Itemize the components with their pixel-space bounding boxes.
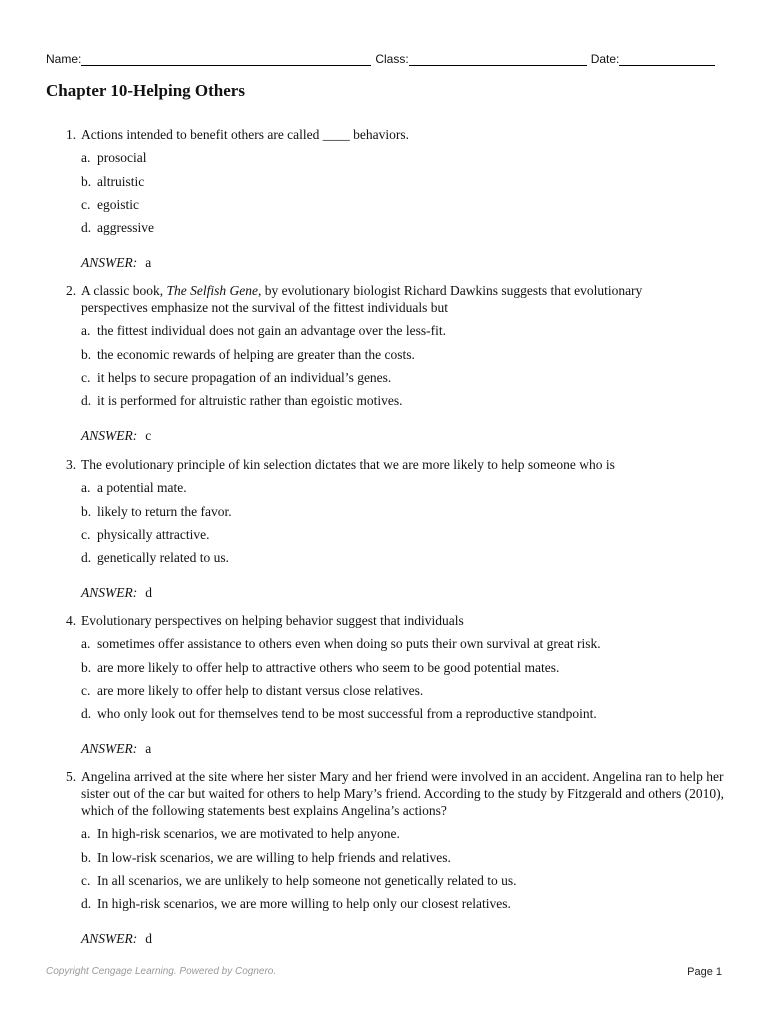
- question-stem: Actions intended to benefit others are called ____ behaviors.: [81, 127, 410, 142]
- option-b: [81, 496, 666, 519]
- option-c: [81, 363, 666, 386]
- page-number: Page 1: [687, 966, 722, 978]
- question-stem: The evolutionary principle of kin selection dictates that we are more likely to help someone who is: [81, 457, 615, 472]
- name-label: Name:: [46, 52, 82, 66]
- answer-line: [81, 254, 666, 271]
- option-letter: a.: [81, 826, 91, 842]
- option-letter: c.: [81, 872, 91, 888]
- option-letter: b.: [81, 849, 92, 865]
- question-1: [66, 126, 666, 271]
- answer-label: ANSWER:: [81, 741, 138, 757]
- option-letter: d.: [81, 220, 92, 236]
- question-stem: Angelina arrived at the site where her sister Mary and her friend were involved in an accident. Angelina ran to help her sister out of the car but waited for others to help Mary’s friend. According to the study by Fitzgerald and others (2010), which of the following statements best explains Angelina’s actions?: [81, 769, 724, 818]
- question-number: 3.: [66, 457, 77, 472]
- option-c: [81, 190, 666, 213]
- option-letter: b.: [81, 346, 92, 362]
- option-letter: c.: [81, 196, 91, 212]
- option-text: a potential mate.: [97, 480, 187, 496]
- option-text: aggressive: [97, 220, 154, 236]
- answer-line: [81, 740, 666, 757]
- option-letter: c.: [81, 682, 91, 698]
- name-field[interactable]: [81, 51, 371, 66]
- answer-value: d: [145, 931, 152, 947]
- question-5: [66, 768, 726, 947]
- option-letter: c.: [81, 369, 91, 385]
- answer-line: [81, 584, 666, 601]
- option-d: [81, 386, 666, 409]
- option-b: [81, 652, 666, 675]
- option-text: who only look out for themselves tend to be most successful from a reproductive standpoint.: [97, 706, 597, 722]
- option-a: [81, 819, 726, 842]
- option-letter: b.: [81, 503, 92, 519]
- option-text: In high-risk scenarios, we are more willing to help only our closest relatives.: [97, 896, 511, 912]
- option-a: [81, 316, 666, 339]
- class-label: Class:: [375, 52, 409, 66]
- question-4: [66, 612, 666, 757]
- answer-label: ANSWER:: [81, 255, 138, 271]
- option-text: altruistic: [97, 173, 145, 189]
- class-field[interactable]: [409, 51, 587, 66]
- option-text: In high-risk scenarios, we are motivated to help anyone.: [97, 826, 400, 842]
- question-stem: Evolutionary perspectives on helping behavior suggest that individuals: [81, 613, 464, 628]
- option-d: [81, 699, 666, 722]
- answer-value: a: [145, 741, 152, 757]
- option-letter: a.: [81, 323, 91, 339]
- student-info-header: [46, 46, 722, 66]
- option-text: it helps to secure propagation of an individual’s genes.: [97, 369, 392, 385]
- option-c: [81, 866, 726, 889]
- option-text: are more likely to offer help to distant versus close relatives.: [97, 682, 424, 698]
- option-d: [81, 213, 666, 236]
- option-a: [81, 143, 666, 166]
- question-stem: A classic book, The Selfish Gene, by evolutionary biologist Richard Dawkins suggests that evolutionary perspectives emphasize not the survival of the fittest individuals but: [81, 283, 643, 315]
- option-text: In all scenarios, we are unlikely to help someone not genetically related to us.: [97, 872, 517, 888]
- date-label: Date:: [590, 52, 620, 66]
- option-letter: d.: [81, 706, 92, 722]
- question-number: 2.: [66, 283, 77, 298]
- question-3: [66, 456, 666, 601]
- answer-label: ANSWER:: [81, 428, 138, 444]
- option-text: likely to return the favor.: [97, 503, 232, 519]
- option-text: are more likely to offer help to attractive others who seem to be good potential mates.: [97, 659, 560, 675]
- option-c: [81, 520, 666, 543]
- option-a: [81, 629, 666, 652]
- option-text: prosocial: [97, 150, 147, 166]
- option-text: the fittest individual does not gain an advantage over the less-fit.: [97, 323, 447, 339]
- option-text: sometimes offer assistance to others even when doing so puts their own survival at great risk.: [97, 636, 601, 652]
- option-letter: d.: [81, 393, 92, 409]
- option-letter: c.: [81, 526, 91, 542]
- option-text: the economic rewards of helping are greater than the costs.: [97, 346, 415, 362]
- option-d: [81, 543, 666, 566]
- answer-value: c: [145, 428, 152, 444]
- question-number: 4.: [66, 613, 77, 628]
- option-letter: b.: [81, 659, 92, 675]
- question-2: [66, 282, 666, 444]
- option-text: physically attractive.: [97, 526, 210, 542]
- option-letter: a.: [81, 480, 91, 496]
- chapter-title: Chapter 10-Helping Others: [46, 81, 245, 100]
- copyright-footer: Copyright Cengage Learning. Powered by Cognero.: [46, 966, 277, 977]
- date-field[interactable]: [619, 51, 715, 66]
- question-number: 1.: [66, 127, 77, 142]
- option-text: genetically related to us.: [97, 550, 229, 566]
- answer-value: a: [145, 255, 152, 271]
- option-b: [81, 339, 666, 362]
- option-a: [81, 473, 666, 496]
- option-letter: d.: [81, 550, 92, 566]
- option-text: egoistic: [97, 196, 139, 212]
- answer-line: [81, 427, 666, 444]
- option-b: [81, 166, 666, 189]
- option-text: it is performed for altruistic rather than egoistic motives.: [97, 393, 403, 409]
- option-letter: a.: [81, 150, 91, 166]
- answer-label: ANSWER:: [81, 931, 138, 947]
- option-text: In low-risk scenarios, we are willing to help friends and relatives.: [97, 849, 451, 865]
- option-letter: b.: [81, 173, 92, 189]
- answer-value: d: [145, 585, 152, 601]
- option-c: [81, 676, 666, 699]
- option-b: [81, 842, 726, 865]
- answer-label: ANSWER:: [81, 585, 138, 601]
- answer-line: [81, 930, 726, 947]
- option-letter: d.: [81, 896, 92, 912]
- question-number: 5.: [66, 769, 77, 784]
- option-letter: a.: [81, 636, 91, 652]
- option-d: [81, 889, 726, 912]
